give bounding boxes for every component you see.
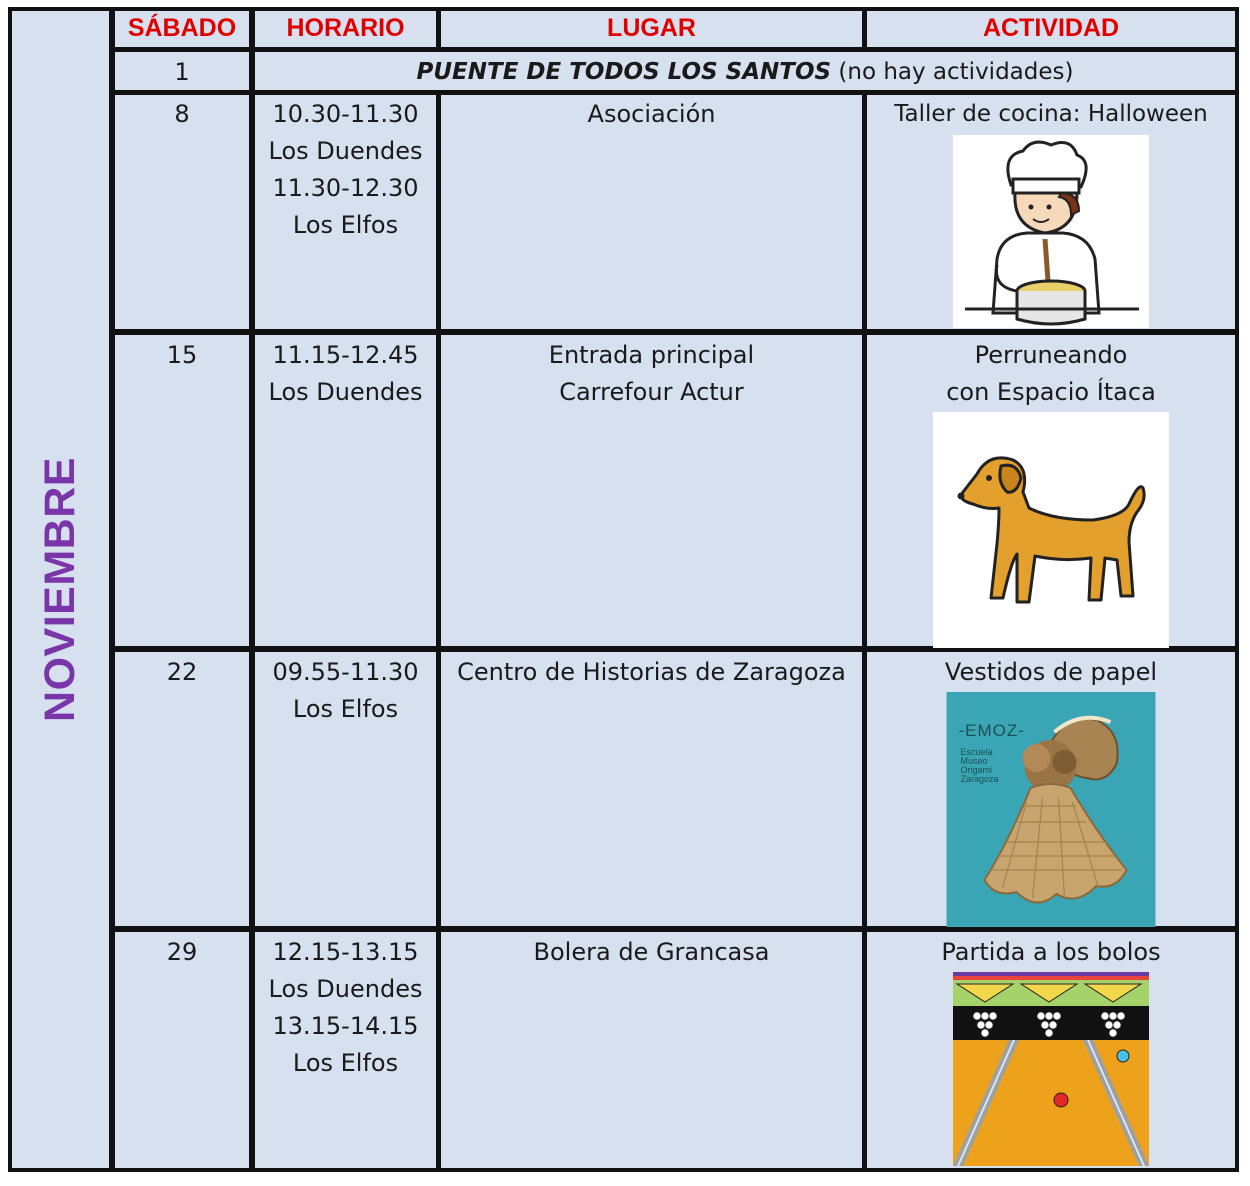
row-actividad (867, 336, 1235, 646)
actividad-line: con Espacio Ítaca (946, 378, 1156, 406)
actividad-line: Vestidos de papel (944, 658, 1158, 686)
row-horario (255, 336, 436, 411)
row-horario (255, 933, 436, 1082)
header-horario: HORARIO (286, 14, 405, 42)
row-horario (255, 653, 436, 728)
header-lugar: LUGAR (607, 14, 696, 42)
lugar-line: Asociación (587, 100, 716, 128)
poster-line: Museo (960, 756, 988, 766)
horario-line: Los Elfos (292, 695, 399, 723)
horario-line: 13.15-14.15 (272, 1012, 419, 1040)
row-lugar (441, 653, 862, 691)
holiday-name: PUENTE DE TODOS LOS SANTOS (416, 59, 832, 85)
poster-line: Escuela (960, 747, 993, 757)
holiday-day: 1 (174, 58, 190, 86)
bowling-alley-pictogram (953, 972, 1149, 1166)
lugar-line: Bolera de Grancasa (533, 938, 770, 966)
horario-line: Los Duendes (268, 975, 423, 1003)
horario-line: 12.15-13.15 (272, 938, 419, 966)
row-actividad (867, 95, 1235, 329)
holiday-detail: (no hay actividades) (831, 59, 1074, 85)
lugar-line: Entrada principal (548, 341, 755, 369)
horario-line: 11.15-12.45 (272, 341, 419, 369)
grid-line (436, 92, 441, 1172)
actividad-line: Perruneando (974, 341, 1128, 369)
poster-brand: -EMOZ- (958, 721, 1025, 740)
row-day: 22 (166, 658, 198, 686)
grid-line (113, 329, 1239, 335)
poster-line: Zaragoza (960, 774, 999, 784)
lugar-line: Centro de Historias de Zaragoza (457, 658, 846, 686)
horario-line: Los Duendes (268, 137, 423, 165)
row-lugar (441, 933, 862, 971)
row-actividad (867, 653, 1235, 926)
chef-cooking-pictogram (953, 135, 1149, 328)
horario-line: Los Duendes (268, 378, 423, 406)
row-lugar (441, 95, 862, 133)
month-text: NOVIEMBRE (36, 457, 85, 722)
actividad-line: Taller de cocina: Halloween (894, 101, 1208, 127)
lugar-line: Carrefour Actur (559, 378, 744, 406)
header-sabado: SÁBADO (127, 14, 237, 42)
horario-line: 09.55-11.30 (272, 658, 419, 686)
paper-dress-poster (947, 692, 1156, 927)
row-horario (255, 95, 436, 244)
row-day: 29 (166, 938, 198, 966)
row-day: 15 (166, 341, 198, 369)
horario-line: 10.30-11.30 (272, 100, 419, 128)
row-actividad (867, 933, 1235, 1168)
dog-pictogram (933, 412, 1169, 648)
horario-line: 11.30-12.30 (272, 174, 419, 202)
month-label (12, 11, 109, 1168)
holiday-note (255, 52, 1235, 90)
row-day: 8 (174, 100, 190, 128)
grid-line (109, 7, 115, 1172)
poster-line: Origami (960, 765, 993, 775)
actividad-line: Partida a los bolos (941, 938, 1161, 966)
horario-line: Los Elfos (292, 1049, 399, 1077)
row-lugar (441, 336, 862, 411)
horario-line: Los Elfos (292, 211, 399, 239)
header-actividad: ACTIVIDAD (982, 14, 1120, 42)
